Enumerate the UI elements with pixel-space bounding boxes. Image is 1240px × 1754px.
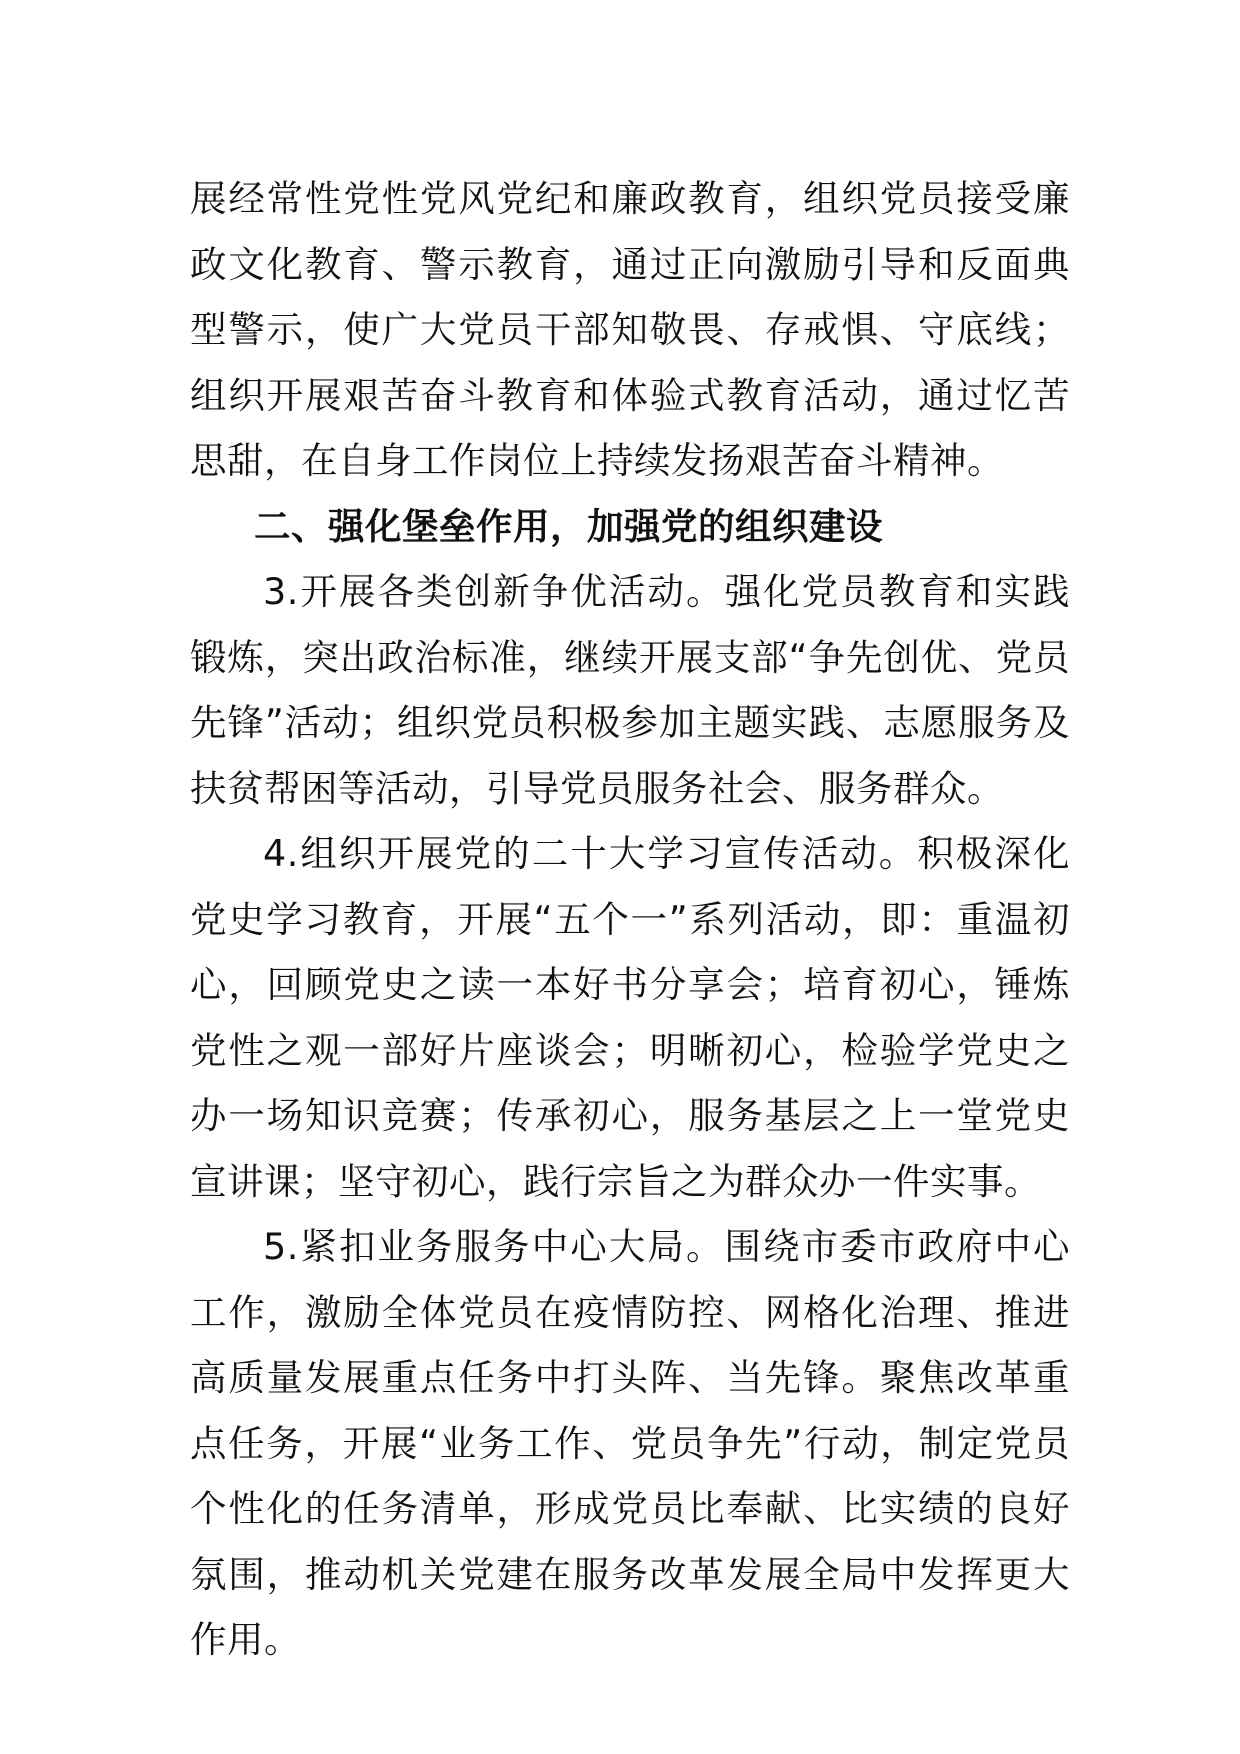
section-heading: 二、强化堡垒作用，加强党的组织建设 [254,504,883,548]
paragraph-item-3: 3.开展各类创新争优活动。强化党员教育和实践锻炼，突出政治标准，继续开展支部“争先创优、党员先锋”活动；组织党员积极参加主题实践、志愿服务及扶贫帮困等活动，引导党员服务社会、服务群众。 [190,570,1070,810]
paragraph-item-5: 5.紧扣业务服务中心大局。围绕市委市政府中心工作，激励全体党员在疫情防控、网格化治理、推进高质量发展重点任务中打头阵、当先锋。聚焦改革重点任务，开展“业务工作、党员争先”行动，制定党员个性化的任务清单，形成党员比奉献、比实绩的良好氛围，推动机关党建在服务改革发展全局中发挥更大作用。 [190,1225,1070,1661]
paragraph-continued: 展经常性党性党风党纪和廉政教育，组织党员接受廉政文化教育、警示教育，通过正向激励引导和反面典型警示，使广大党员干部知敬畏、存戒惧、守底线；组织开展艰苦奋斗教育和体验式教育活动，通过忆苦思甜，在自身工作岗位上持续发扬艰苦奋斗精神。 [190,177,1070,482]
document-body [190,166,1070,1673]
paragraph-item-4: 4.组织开展党的二十大学习宣传活动。积极深化党史学习教育，开展“五个一”系列活动，即：重温初心，回顾党史之读一本好书分享会；培育初心，锤炼党性之观一部好片座谈会；明晰初心，检验学党史之办一场知识竞赛；传承初心，服务基层之上一堂党史宣讲课；坚守初心，践行宗旨之为群众办一件实事。 [190,832,1070,1203]
